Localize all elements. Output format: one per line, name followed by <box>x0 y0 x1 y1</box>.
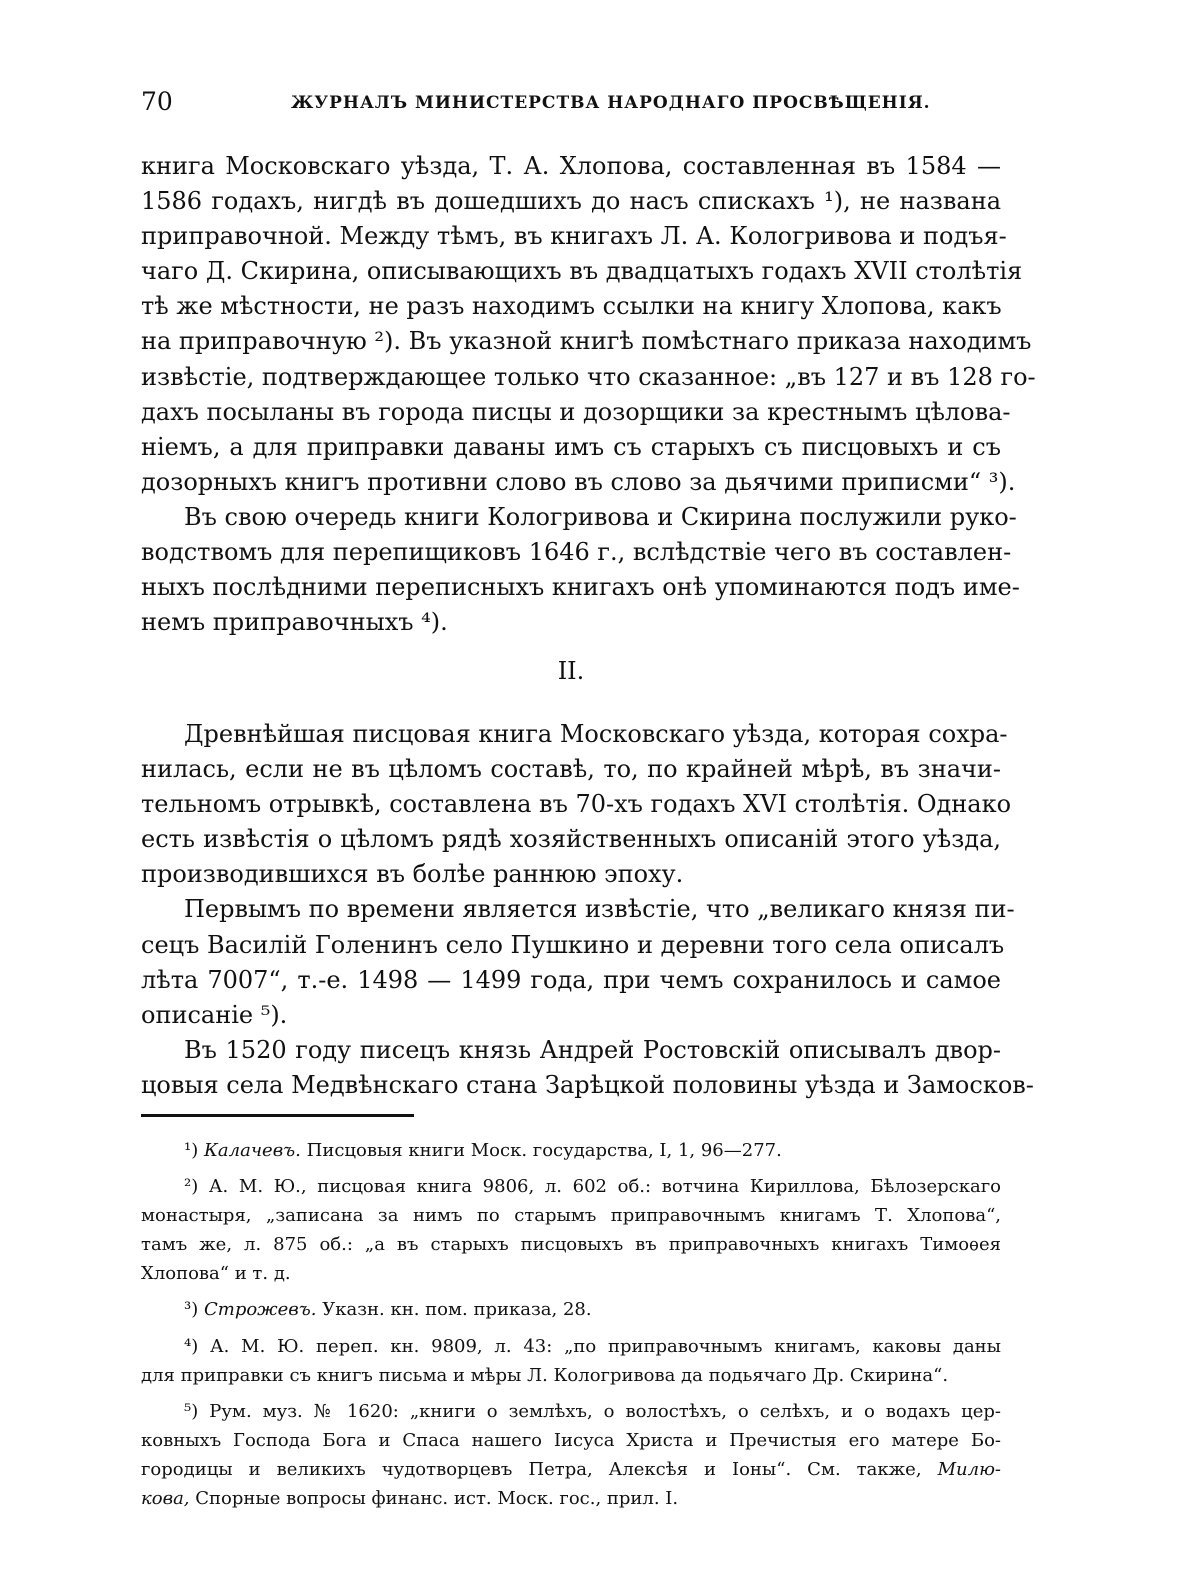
footnote-text: Указн. кн. пом. приказа, 28. <box>322 1299 592 1321</box>
text-line: тельномъ отрывкѣ, составлена въ 70-хъ годахъ XVI столѣтія. Однако <box>141 790 1012 819</box>
text-line: книга Московскаго уѣзда, Т. А. Хлопова, составленная въ 1584 — <box>141 152 1001 180</box>
text-line: ныхъ послѣдними переписныхъ книгахъ онѣ упоминаются подъ име- <box>141 573 1020 602</box>
footnote-line: для приправки съ книгъ письма и мѣры Л. Кологривова да подьячаго Др. Скирина“. <box>141 1364 949 1386</box>
page-number: 70 <box>141 87 173 116</box>
footnote-line <box>141 1455 1001 1484</box>
footnote-text: А. М. Ю., писцовая книга 9806, л. 602 об.: вотчина Кириллова, Бѣлозерскаго <box>208 1176 1001 1198</box>
text-line: Въ 1520 году писецъ князь Андрей Ростовскій описывалъ двор- <box>184 1035 1001 1064</box>
footnote-3 <box>141 1295 1001 1324</box>
text-line: лѣта 7007“, т.-е. 1498 — 1499 года, при чемъ сохранилось и самое <box>141 965 1001 994</box>
page-header <box>141 86 1001 118</box>
footnote-separator <box>141 1114 414 1117</box>
footnote-author: Милю- <box>937 1458 1001 1480</box>
footnote-4 <box>141 1332 1001 1361</box>
text-line: нилась, если не въ цѣломъ составѣ, то, по крайней мѣрѣ, въ значи- <box>141 755 1001 784</box>
footnote-line <box>141 1484 1001 1513</box>
footnote-text: городицы и великихъ чудотворцевъ Петра, Алексѣя и Іоны“. См. также, <box>141 1458 922 1480</box>
text-line: есть извѣстія о цѣломъ рядѣ хозяйственныхъ описаній этого уѣзда, <box>141 825 1001 854</box>
text-line: чаго Д. Скирина, описывающихъ въ двадцатыхъ годахъ XVII столѣтія <box>141 257 1023 286</box>
section-one-text <box>141 149 1036 640</box>
footnote-text: Спорные вопросы финанс. ист. Моск. гос., прил. I. <box>195 1488 679 1510</box>
footnote-2 <box>141 1172 1001 1201</box>
footnote-author: Калачевъ. <box>203 1140 301 1161</box>
text-line: дахъ посыланы въ города писцы и дозорщики за крестнымъ цѣлова- <box>141 397 1011 426</box>
footnote-text: А. М. Ю. переп. кн. 9809, л. 43: „по приправочнымъ книгамъ, каковы даны <box>210 1335 1001 1357</box>
text-line: цовыя села Медвѣнскаго стана Зарѣцкой половины уѣзда и Замосков- <box>141 1070 1034 1099</box>
footnotes <box>141 1136 1001 1513</box>
text-line: водствомъ для перепищиковъ 1646 г., вслѣдствіе чего въ составлен- <box>141 538 1012 567</box>
text-line: Первымъ по времени является извѣстіе, что „великаго князя пи- <box>184 895 1015 924</box>
text-line: извѣстіе, подтверждающее только что сказанное: „въ 127 и въ 128 го- <box>141 362 1036 391</box>
text-line: ніемъ, а для приправки даваны имъ съ старыхъ съ писцовыхъ и съ <box>141 432 1001 461</box>
text-line: описаніе ⁵). <box>141 1000 288 1029</box>
text-line: приправочной. Между тѣмъ, въ книгахъ Л. А. Кологривова и подъя- <box>141 222 1007 251</box>
footnote-author: кова, <box>141 1488 190 1510</box>
text-line: Древнѣйшая писцовая книга Московскаго уѣзда, которая сохра- <box>184 720 1008 748</box>
section-heading: II. <box>557 657 585 685</box>
text-line: Въ свою очередь книги Кологривова и Скирина послужили руко- <box>184 502 1017 531</box>
footnote-marker: ²) <box>184 1176 199 1198</box>
footnote-line: тамъ же, л. 875 об.: „а въ старыхъ писцовыхъ въ приправочныхъ книгахъ Тимоѳея <box>141 1234 1001 1256</box>
footnote-line: монастыря, „записана за нимъ по старымъ приправочнымъ книгамъ Т. Хлопова“, <box>141 1205 1001 1227</box>
footnote-1 <box>141 1136 1001 1165</box>
text-line: тѣ же мѣстности, не разъ находимъ ссылки на книгу Хлопова, какъ <box>141 292 1002 321</box>
footnote-line: ковныхъ Господа Бога и Спаса нашего Іисуса Христа и Пречистыя его матере Бо- <box>141 1429 1001 1451</box>
text-line: 1586 годахъ, нигдѣ въ дошедшихъ до насъ спискахъ ¹), не названа <box>141 187 1001 216</box>
text-line: сецъ Василій Голенинъ село Пушкино и деревни того села описалъ <box>141 930 1005 959</box>
footnote-text: Рум. муз. № 1620: „книги о землѣхъ, о волостѣхъ, о селѣхъ, и о водахъ цер- <box>209 1400 1001 1422</box>
footnote-marker: ⁴) <box>184 1335 199 1357</box>
footnote-marker: ¹) <box>184 1140 199 1161</box>
footnote-author: Строжевъ. <box>203 1299 317 1321</box>
text-line: дозорныхъ книгъ противни слово въ слово за дьячими приписми“ ³). <box>141 467 1016 496</box>
text-line: производившихся въ болѣе раннюю эпоху. <box>141 860 684 889</box>
footnote-text: Писцовыя книги Моск. государства, I, 1, 96—277. <box>306 1140 782 1161</box>
section-two-text <box>141 717 1034 1103</box>
text-line: на приправочную ²). Въ указной книгѣ помѣстнаго приказа находимъ <box>141 327 1032 356</box>
footnote-marker: ³) <box>184 1299 199 1321</box>
footnote-5 <box>141 1397 1001 1426</box>
text-line: немъ приправочныхъ ⁴). <box>141 608 448 637</box>
footnote-line: Хлопова“ и т. д. <box>141 1263 291 1285</box>
running-title: ЖУРНАЛЪ МИНИСТЕРСТВА НАРОДНАГО ПРОСВѢЩЕНІЯ. <box>291 93 931 113</box>
footnote-marker: ⁵) <box>184 1400 199 1422</box>
